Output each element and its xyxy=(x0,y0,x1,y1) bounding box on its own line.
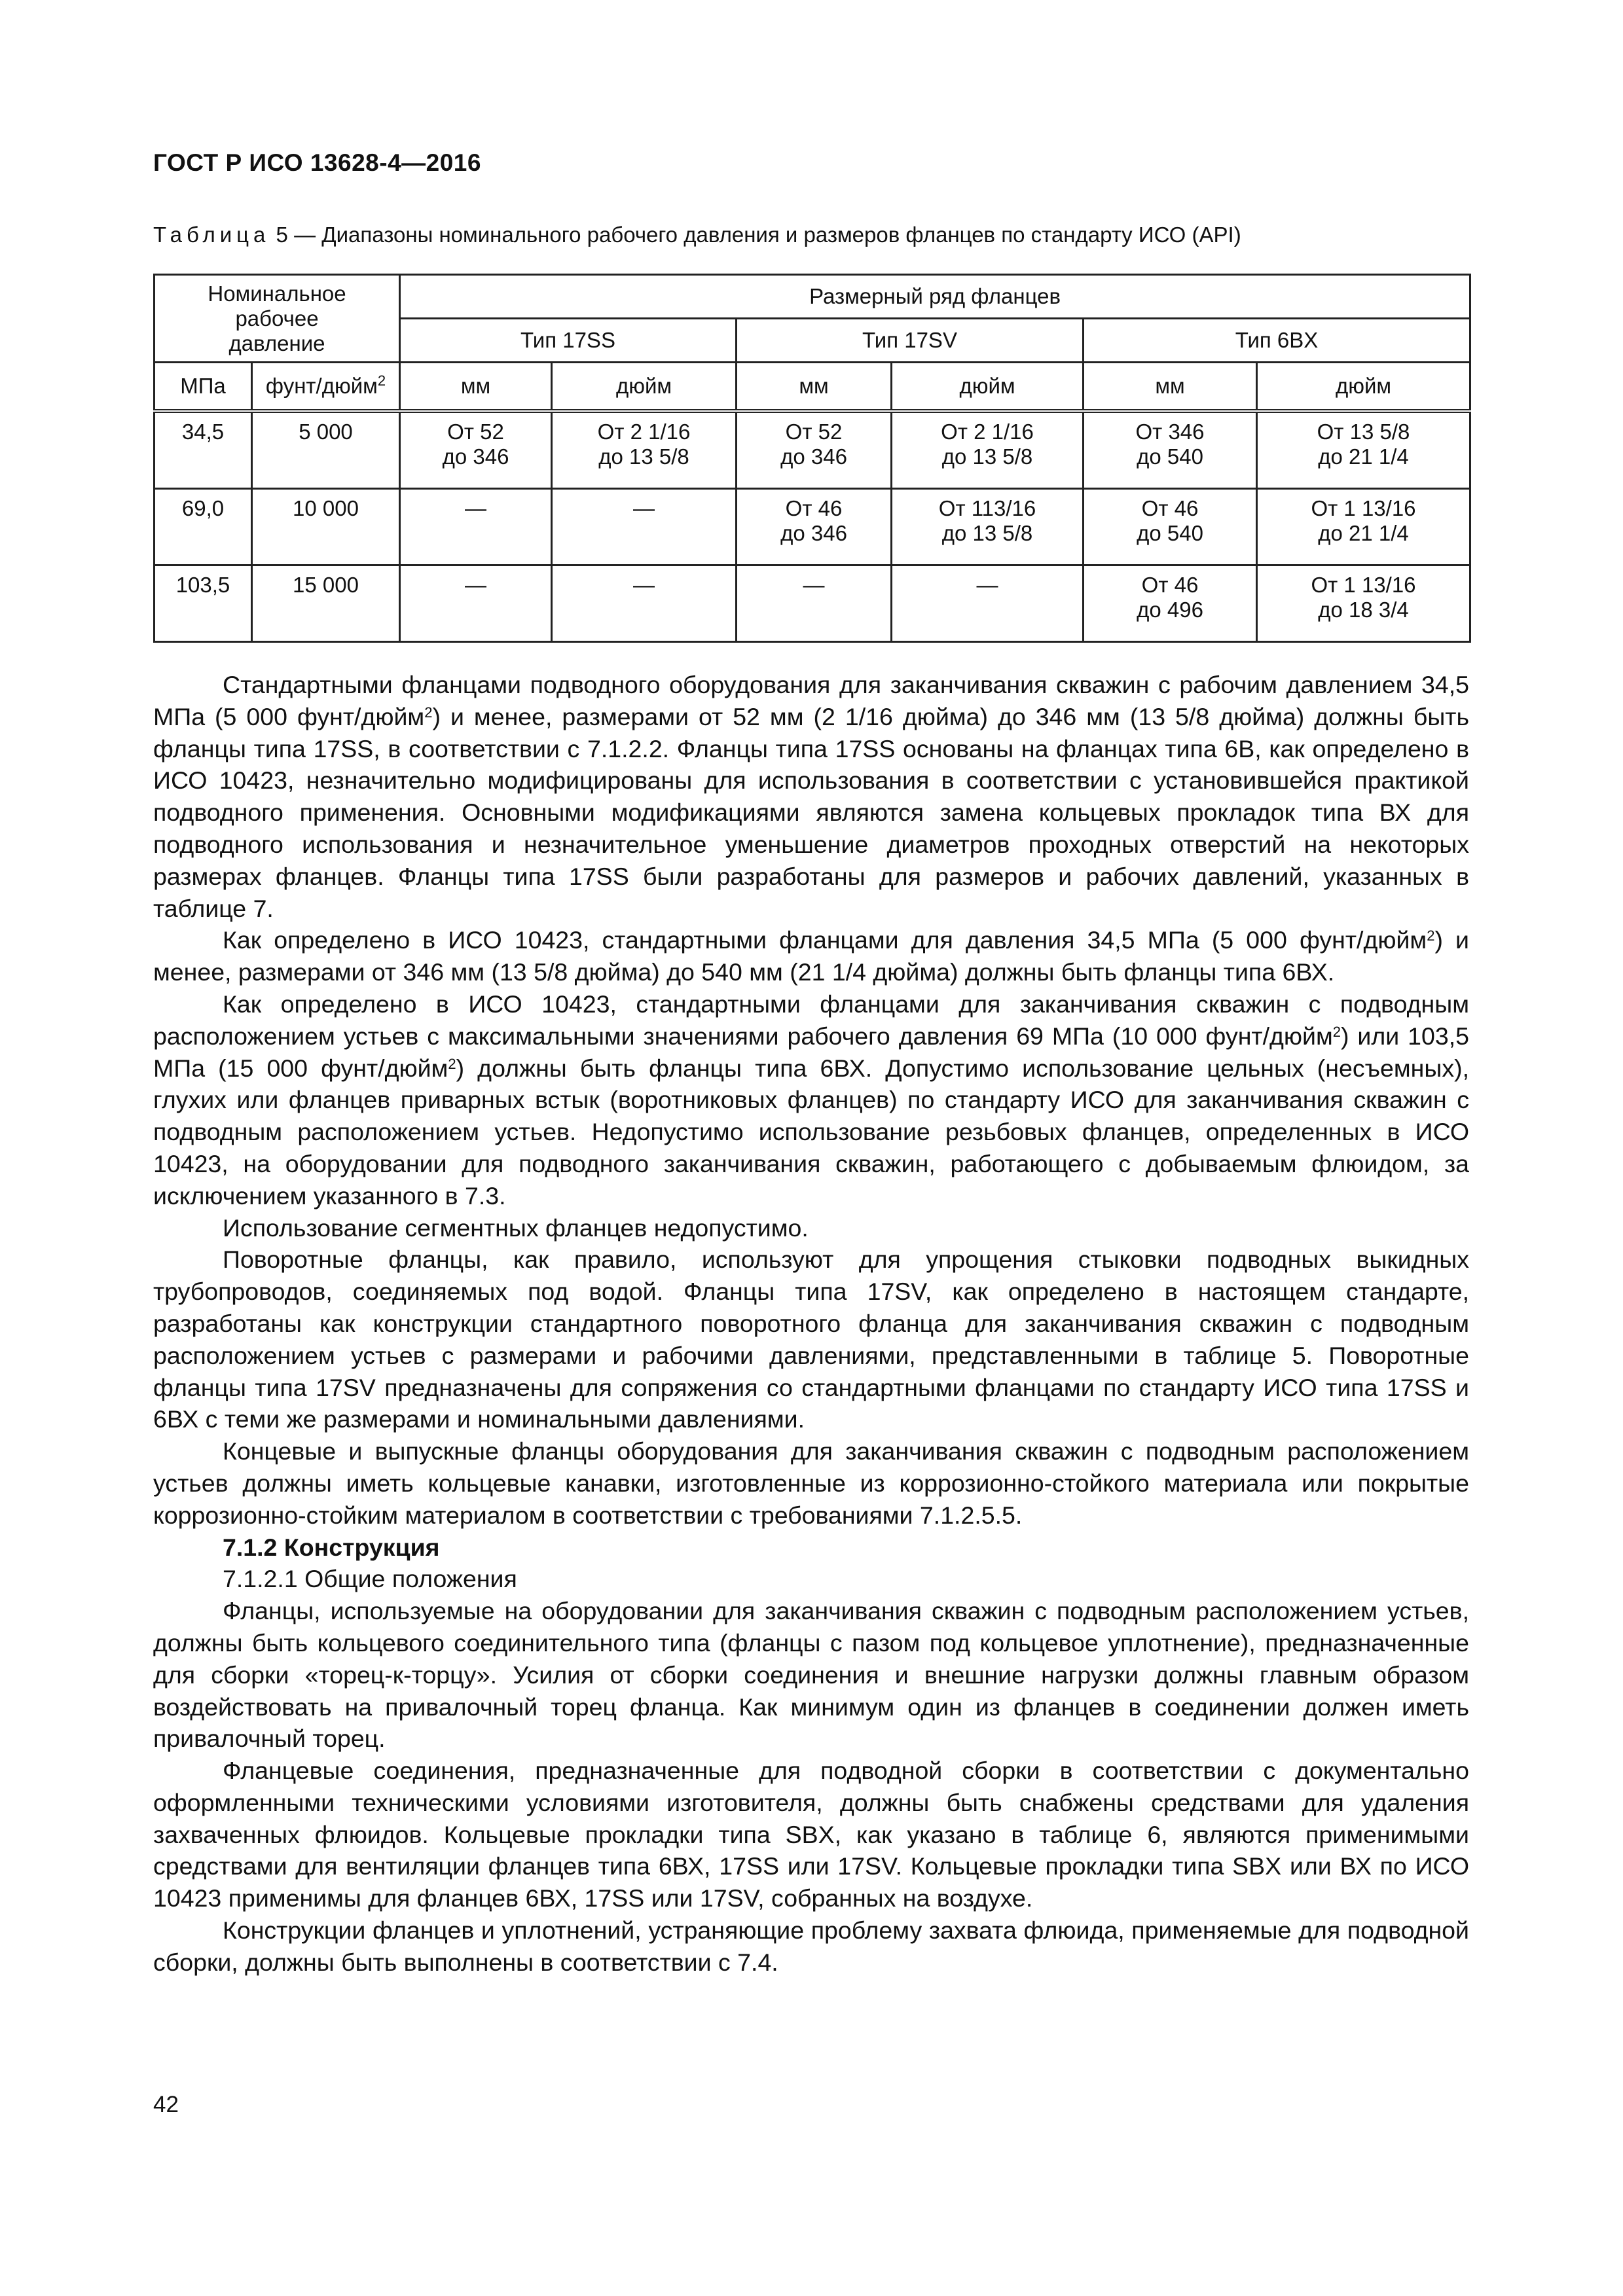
paragraph xyxy=(153,669,1469,924)
table-header-units-row xyxy=(155,363,1470,412)
cell-17sv-inch xyxy=(892,565,1084,642)
cell-line: От 52 xyxy=(447,420,504,444)
paragraph-text: ) и менее, размерами от 346 мм (13 5/8 дюйма) до 540 мм (21 1/4 дюйма) должны быть фланцы типа 6ВХ. xyxy=(153,926,1470,986)
paragraph-text: ) и менее, размерами от 52 мм (2 1/16 дюйма) до 346 мм (13 5/8 дюйма) должны быть фланцы типа 17SS, в соответствии с 7.1.2.2. Фланцы типа 17SS основаны на фланцах типа 6В, как определено в ИСО 10423, незначительно модифицированы для использования в соответствии с установившейся практикой подводного применения. Основными модификациями являются замена кольцевых прокладок типа ВХ для подводного использования и незначительное уменьшение диаметров проходных отверстий на некоторых размерах фланцев. Фланцы типа 17SS были разработаны для размеров и рабочих давлений, указанных в таблице 7. xyxy=(153,702,1469,922)
cell-line: От 13 5/8 xyxy=(1317,420,1410,444)
cell-line: до 540 xyxy=(1137,521,1203,545)
paragraph: Поворотные фланцы, как правило, используют для упрощения стыковки подводных выкидных трубопроводов, соединяемых под водой. Фланцы типа 17SV, как определено в настоящем стандарте, разработаны как конструкции стандартного поворотного фланца для заканчивания скважин с подводным расположением устьев с размерами и рабочими давлениями, представленными в таблице 5. Поворотные фланцы типа 17SV предназначены для сопряжения со стандартными фланцами по стандарту ИСО типа 17SS и 6ВХ с теми же размерами и номинальными давлениями. xyxy=(153,1246,1469,1433)
cell-line: до 540 xyxy=(1137,444,1203,469)
cell-line: От 2 1/16 xyxy=(597,420,691,444)
cell-psi: 15 000 xyxy=(252,565,400,642)
cell-line: — xyxy=(633,573,655,597)
header-unit-inch-6bx: дюйм xyxy=(1257,363,1470,412)
table-row xyxy=(155,565,1470,642)
header-type-17sv: Тип 17SV xyxy=(737,319,1084,363)
cell-line: От 46 xyxy=(785,496,843,520)
cell-line: — xyxy=(465,496,487,520)
cell-17ss-mm xyxy=(400,489,552,565)
cell-psi: 10 000 xyxy=(252,489,400,565)
superscript: 2 xyxy=(1332,1023,1341,1040)
paragraph-text: ) или 103,5 МПа (15 000 фунт/дюйм xyxy=(153,1022,1469,1082)
header-unit-mpa: МПа xyxy=(155,363,252,412)
cell-line: От 1 13/16 xyxy=(1311,496,1416,520)
paragraph xyxy=(153,988,1469,1212)
header-type-17ss: Тип 17SS xyxy=(400,319,737,363)
cell-line: до 13 5/8 xyxy=(598,444,689,469)
header-unit-mm-17sv: мм xyxy=(737,363,892,412)
cell-6bx-inch xyxy=(1257,489,1470,565)
cell-6bx-inch xyxy=(1257,411,1470,489)
table-header-row-1 xyxy=(155,275,1470,319)
cell-line: От 52 xyxy=(785,420,843,444)
table-caption-text: 5 — Диапазоны номинального рабочего давления и размеров фланцев по стандарту ИСО (API) xyxy=(270,223,1241,247)
cell-17ss-inch xyxy=(552,411,737,489)
paragraph-text: Стандартными фланцами подводного оборудования для заканчивания скважин с рабочим давлением 34,5 МПа (5 000 фунт/дюйм xyxy=(153,671,1469,730)
superscript: 2 xyxy=(448,1055,456,1072)
cell-17ss-inch xyxy=(552,489,737,565)
cell-6bx-mm xyxy=(1084,411,1257,489)
header-unit-psi xyxy=(252,363,400,412)
cell-line: От 46 xyxy=(1141,573,1199,597)
table-row xyxy=(155,411,1470,489)
cell-line: до 346 xyxy=(780,521,847,545)
cell-line: до 21 1/4 xyxy=(1318,521,1409,545)
cell-6bx-mm xyxy=(1084,489,1257,565)
cell-mpa: 34,5 xyxy=(155,411,252,489)
paragraph: Фланцы, используемые на оборудовании для заканчивания скважин с подводным расположением устьев, должны быть кольцевого соединительного типа (фланцы с пазом под кольцевое уплотнение), предназначенные для сборки «торец-к-торцу». Усилия от сборки соединения и внешние нагрузки должны главным образом воздействовать на привалочный торец фланца. Как минимум один из фланцев в соединении должен иметь привалочный торец. xyxy=(153,1597,1469,1753)
flange-table-container xyxy=(153,274,1469,643)
header-unit-inch-17ss: дюйм xyxy=(552,363,737,412)
cell-line: до 18 3/4 xyxy=(1318,598,1409,622)
header-unit-psi-sup: 2 xyxy=(377,372,386,389)
cell-6bx-mm xyxy=(1084,565,1257,642)
page-number: 42 xyxy=(153,2092,179,2117)
cell-psi: 5 000 xyxy=(252,411,400,489)
cell-17sv-inch xyxy=(892,489,1084,565)
paragraph: Использование сегментных фланцев недопустимо. xyxy=(223,1213,809,1242)
paragraph-text: Как определено в ИСО 10423, стандартными фланцами для заканчивания скважин с подводным расположением устьев с максимальными значениями рабочего давления 69 МПа (10 000 фунт/дюйм xyxy=(153,990,1469,1050)
cell-line: до 21 1/4 xyxy=(1318,444,1409,469)
header-flange-series: Размерный ряд фланцев xyxy=(400,275,1470,319)
cell-line: От 46 xyxy=(1141,496,1199,520)
paragraph: Концевые и выпускные фланцы оборудования для заканчивания скважин с подводным расположением устьев должны иметь кольцевые канавки, изготовленные из коррозионно-стойкого материала или покрытые коррозионно-стойким материалом в соответствии с требованиями 7.1.2.5.5. xyxy=(153,1437,1469,1529)
cell-line: до 346 xyxy=(442,444,509,469)
table-caption-label: Таблица xyxy=(153,223,270,247)
cell-17sv-mm xyxy=(737,489,892,565)
superscript: 2 xyxy=(1427,927,1435,944)
header-unit-mm-6bx: мм xyxy=(1084,363,1257,412)
header-unit-mm-17ss: мм xyxy=(400,363,552,412)
flange-table xyxy=(153,274,1471,643)
table-caption xyxy=(153,223,1482,247)
paragraph-text: ) должны быть фланцы типа 6ВХ. Допустимо использование цельных (несъемных), глухих или фланцев приварных встык (воротниковых фланцев) по стандарту ИСО для заканчивания скважин с подводным расположением устьев. Недопустимо использование резьбовых фланцев, определенных в ИСО 10423, на оборудовании для подводного заканчивания скважин, работающего с добываемым флюидом, за исключением указанного в 7.3. xyxy=(153,1054,1469,1210)
cell-line: до 13 5/8 xyxy=(941,521,1033,545)
cell-line: до 13 5/8 xyxy=(941,444,1033,469)
cell-line: до 346 xyxy=(780,444,847,469)
cell-line: — xyxy=(633,496,655,520)
paragraph-text: Как определено в ИСО 10423, стандартными фланцами для давления 34,5 МПа (5 000 фунт/дюйм xyxy=(223,926,1427,954)
cell-line: От 2 1/16 xyxy=(941,420,1034,444)
document-header: ГОСТ Р ИСО 13628-4—2016 xyxy=(153,149,481,176)
paragraph: Конструкции фланцев и уплотнений, устраняющие проблему захвата флюида, применяемые для подводной сборки, должны быть выполнены в соответствии с 7.4. xyxy=(153,1916,1469,1976)
cell-line: до 496 xyxy=(1137,598,1203,622)
header-type-6bx: Тип 6BX xyxy=(1084,319,1470,363)
cell-line: — xyxy=(465,573,487,597)
cell-17sv-mm xyxy=(737,411,892,489)
paragraph xyxy=(153,924,1469,988)
cell-6bx-inch xyxy=(1257,565,1470,642)
cell-17ss-mm xyxy=(400,411,552,489)
cell-17ss-mm xyxy=(400,565,552,642)
header-unit-psi-text: фунт/дюйм xyxy=(265,374,378,398)
header-nominal-pressure: Номинальное рабочее давление xyxy=(155,275,400,363)
cell-mpa: 103,5 xyxy=(155,565,252,642)
body-text xyxy=(153,669,1469,1979)
cell-17sv-mm xyxy=(737,565,892,642)
cell-17sv-inch xyxy=(892,411,1084,489)
cell-line: От 1 13/16 xyxy=(1311,573,1416,597)
paragraph: Фланцевые соединения, предназначенные для подводной сборки в соответствии с документально оформленными техническими условиями изготовителя, должны быть снабжены средствами для удаления захваченных флюидов. Кольцевые прокладки типа SBX, как указано в таблице 6, являются применимыми средствами для вентиляции фланцев типа 6ВХ, 17SS или 17SV. Кольцевые прокладки типа SBX или ВХ по ИСО 10423 применимы для фланцев 6ВХ, 17SS или 17SV, собранных на воздухе. xyxy=(153,1757,1469,1912)
cell-line: — xyxy=(803,573,825,597)
cell-line: От 113/16 xyxy=(938,496,1036,520)
table-row xyxy=(155,489,1470,565)
section-heading: 7.1.2 Конструкция xyxy=(223,1533,440,1561)
cell-line: От 346 xyxy=(1135,420,1205,444)
cell-17ss-inch xyxy=(552,565,737,642)
cell-mpa: 69,0 xyxy=(155,489,252,565)
header-unit-inch-17sv: дюйм xyxy=(892,363,1084,412)
subsection-heading: 7.1.2.1 Общие положения xyxy=(223,1565,517,1593)
cell-line: — xyxy=(976,573,998,597)
superscript: 2 xyxy=(424,704,433,721)
